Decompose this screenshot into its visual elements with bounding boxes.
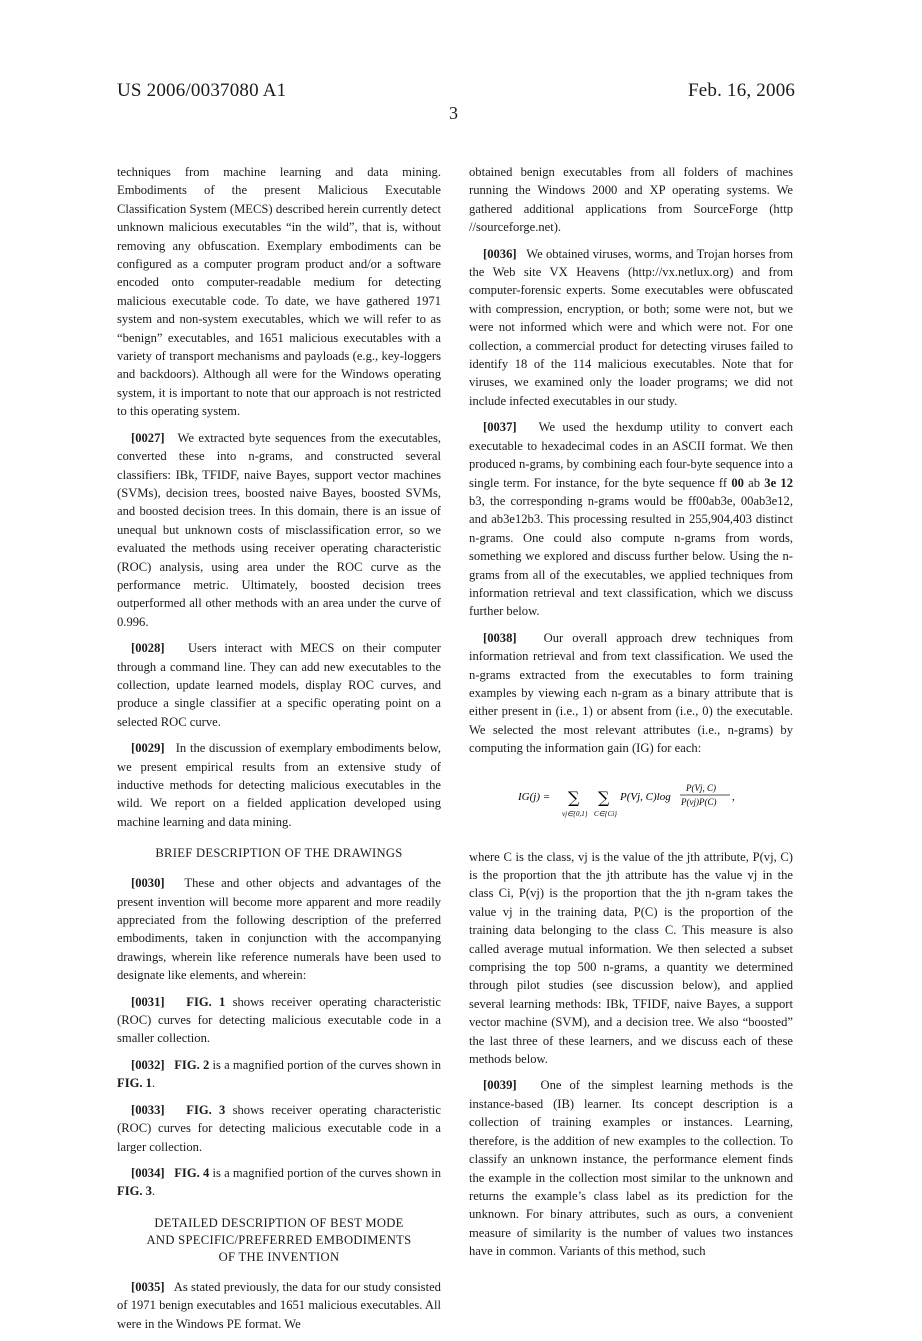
paragraph-0038 — [469, 629, 793, 758]
figure-reference: FIG. 1 — [186, 994, 226, 1009]
byte-00: 00 — [731, 475, 744, 490]
paragraph-text: . This processing resulted in 255,904,403 distinct n-grams. One could also compute n-grams from words, something we explored and discuss further below. Using the n-grams from all of the executables, we applied techniques from information retrieval and text classification, which we discuss further below. — [469, 512, 793, 619]
paragraph-text: , the corresponding n-grams would be — [481, 493, 683, 508]
ngram-2: 00ab3e12 — [740, 493, 790, 508]
figure-reference: FIG. 1 — [117, 1076, 152, 1091]
ngram-3: ab3e12b3 — [491, 512, 541, 527]
paragraph-number: [0033] — [131, 1102, 165, 1117]
paragraph-text: We used the hexdump utility to convert each executable to hexadecimal codes in an ASCII format. We then produced n-grams, by combining each four-byte sequence into a single term. For instance, for the byte sequence ff — [469, 420, 794, 490]
paragraph-number: [0031] — [131, 994, 165, 1009]
paragraph-text: is a magnified portion of the curves shown in — [212, 1057, 442, 1072]
fraction-denominator: P(vj)P(C) — [681, 796, 717, 807]
sum2-subscript: C∈{Ci} — [594, 809, 617, 818]
figure-reference: FIG. 3 — [117, 1184, 152, 1199]
paragraph-0031 — [117, 993, 441, 1048]
left-column — [117, 163, 441, 1341]
paragraph-where: where C is the class, vj is the value of the jth attribute, P(vj, C) is the proportion that the jth attribute has the value vj in the class Ci, P(vj) is the proportion that the jth n-gram takes the value vj in the training data, P(C) is the proportion of the training data belonging to the class C. This measure is also called average mutual information. We then selected a subset comprising the top 500 n-grams, a quantity we determined through pilot studies (see discussion below), and applied several learning methods: IBk, TFIDF, naive Bayes, a support vector machine (SVM), and a decision tree. We also “boosted” the last three of these learners, and we discuss each of these methods below. — [469, 849, 793, 1067]
paragraph-0027 — [117, 429, 441, 631]
byte-3e: 3e — [764, 475, 777, 490]
paragraph-0033 — [117, 1101, 441, 1156]
paragraph-0032: [0032] FIG. 2 is a magnified portion of the curves shown in FIG. 1. — [117, 1057, 442, 1091]
heading-line: DETAILED DESCRIPTION OF BEST MODE — [154, 1215, 404, 1230]
byte-12: 12 — [780, 475, 793, 490]
paragraph-intro-continued: techniques from machine learning and data mining. Embodiments of the present Malicious Executable Classification System (MECS) described herein currently detect unknown malicious executables “in the wild”, that is, without removing any obfuscation. Exemplary embodiments can be configured as a computer program product and/or a software encoded onto computer-readable medium for detecting malicious executable code. To date, we have gathered 1971 system and non-system executables, which we will refer to as “benign” executables, and 1651 malicious executables with a variety of transport mechanisms and payloads (e.g., key-loggers and backdoors). Although all were for the Windows operating system, it is important to note that our approach is not restricted to this operating system. — [117, 165, 441, 419]
paragraph-text: Our overall approach drew techniques from information retrieval and from text classification. We used the n-grams extracted from the executables to form training examples by viewing each n-gram as a binary attribute that is either present in (i.e., 1) or absent from (i.e., 0) the executable. We selected the most relevant attributes (i.e., n-grams) by computing the information gain (IG) for each: — [469, 630, 793, 756]
formula-term: P(Vj, C)log — [620, 790, 671, 803]
formula-svg — [516, 776, 746, 824]
figure-reference: FIG. 4 — [174, 1165, 210, 1180]
fraction-numerator: P(Vj, C) — [686, 782, 716, 793]
paragraph-number: [0032] — [131, 1057, 165, 1072]
paragraph-0039 — [469, 1076, 793, 1260]
paragraph-text: As stated previously, the data for our study consisted of 1971 benign executables and 1651 malicious executables. All were in the Windows PE format. We — [117, 1279, 441, 1331]
byte-ab: ab — [748, 475, 761, 490]
information-gain-formula — [469, 776, 793, 824]
paragraph-0037: [0037] We used the hexdump utility to convert each executable to hexadecimal codes in an ASCII format. We then produced n-grams, by combining each four-byte sequence into a single term. For instance, for the byte sequence ff 00 ab 3e 12 b3, the corresponding n-grams would be ff00ab3e, 00ab3e12, and ab3e12b3. This processing resulted in 255,904,403 distinct n-grams. One could also compute n-grams from words, something we explored and discuss further below. Using the n-grams from all of the executables, we applied techniques from information retrieval and text classification, which we discuss further below. — [469, 420, 794, 619]
paragraph-0034: [0034] FIG. 4 is a magnified portion of the curves shown in FIG. 3. — [117, 1165, 442, 1199]
right-column — [469, 163, 793, 1269]
paragraph-text: We obtained viruses, worms, and Trojan horses from the Web site VX Heavens (http://vx.netlux.org) and from computer-forensic experts. Some executables were obfuscated with compression, encryption, or both; some were not, but we were not informed which were and which were not. For one collection, a commercial product for detecting viruses failed to identify 18 of the 114 malicious executables. Note that for viruses, we examined only the loader programs; we did not include infected executables in our study. — [469, 246, 794, 408]
paragraph-number: [0037] — [483, 420, 517, 435]
paragraph-text: We extracted byte sequences from the executables, converted these into n-grams, and constructed several classifiers: IBk, TFIDF, naive Bayes, support vector machines (SVMs), decision trees, boosted naive Bayes, boosted SVMs, and boosted decision trees. In this domain, there is an issue of unequal but unknown costs of misclassification error, so we evaluated the methods using receiver operating characteristic (ROC) analysis, using area under the ROC curve as the performance metric. Ultimately, boosted decision trees outperformed all other methods with an area under the curve of 0.996. — [117, 430, 441, 629]
publication-date: Feb. 16, 2006 — [688, 80, 796, 101]
page-number: 3 — [449, 103, 458, 123]
paragraph-0035-continued: obtained benign executables from all folders of machines running the Windows 2000 and XP operating systems. We gathered additional applications from SourceForge (http //sourceforge.net). — [469, 165, 793, 235]
paragraph-text: Users interact with MECS on their computer through a command line. They can add new executables to the collection, update learned models, display ROC curves, and produce a single classifier at a specific operating point on a selected ROC curve. — [117, 641, 441, 729]
paragraph-0036 — [469, 245, 793, 411]
paragraph-number: [0038] — [483, 630, 517, 645]
paragraph-0029 — [117, 739, 441, 831]
paragraph-number: [0027] — [131, 430, 165, 445]
publication-number: US 2006/0037080 A1 — [117, 80, 287, 101]
paragraph-text: shows receiver operating characteristic (ROC) curves for detecting malicious executable code in a larger collection. — [117, 1102, 441, 1154]
paragraph-number: [0028] — [131, 641, 165, 656]
paragraph-0035 — [117, 1278, 441, 1333]
paragraph-number: [0034] — [131, 1165, 165, 1180]
heading-line: OF THE INVENTION — [218, 1249, 340, 1264]
paragraph-number: [0029] — [131, 741, 165, 756]
heading-line: AND SPECIFIC/PREFERRED EMBODIMENTS — [146, 1232, 412, 1247]
ngram-1: ff00ab3e — [688, 493, 733, 508]
heading-brief-description: BRIEF DESCRIPTION OF THE DRAWINGS — [155, 846, 403, 861]
paragraph-text: In the discussion of exemplary embodiments below, we present empirical results from an extensive study of inductive methods for detecting malicious executables in the wild. We report on a fielded application developed using machine learning and data mining. — [117, 741, 441, 829]
formula-comma: , — [732, 790, 735, 803]
paragraph-number: [0036] — [483, 246, 517, 261]
paragraph-text: One of the simplest learning methods is the instance-based (IB) learner. Its concept description is a collection of training examples or instances. Learning, therefore, is the addition of new examples to the collection. To classify an unknown instance, the performance element finds the example in the collection most similar to the unknown and returns the example’s class label as its prediction for the unknown. For binary attributes, such as ours, a convenient measure of similarity is the number of values two instances have in common. Variants of this method, such — [469, 1078, 793, 1259]
paragraph-0028 — [117, 639, 441, 731]
paragraph-text: shows receiver operating characteristic (ROC) curves for detecting malicious executable code in a smaller collection. — [117, 994, 441, 1046]
formula-lhs: IG(j) = — [518, 790, 551, 803]
sum1-subscript: vj∈{0,1} — [562, 809, 588, 818]
summation-icon: ∑ — [598, 787, 610, 807]
heading-detailed-description — [117, 1215, 441, 1266]
paragraph-number: [0030] — [131, 876, 165, 891]
figure-reference: FIG. 2 — [174, 1057, 210, 1072]
paragraph-text: These and other objects and advantages of the present invention will become more apparent and more readily appreciated from the following description of the preferred embodiments, taken in conjunction with the accompanying drawings, wherein like reference numerals have been used to designate like elements, and wherein: — [117, 876, 441, 983]
paragraph-number: [0035] — [131, 1279, 165, 1294]
summation-icon: ∑ — [568, 787, 580, 807]
paragraph-0030 — [117, 874, 441, 984]
byte-b3: b3 — [469, 493, 482, 508]
paragraph-number: [0039] — [483, 1078, 517, 1093]
figure-reference: FIG. 3 — [186, 1102, 226, 1117]
paragraph-text: is a magnified portion of the curves shown in — [212, 1165, 442, 1180]
